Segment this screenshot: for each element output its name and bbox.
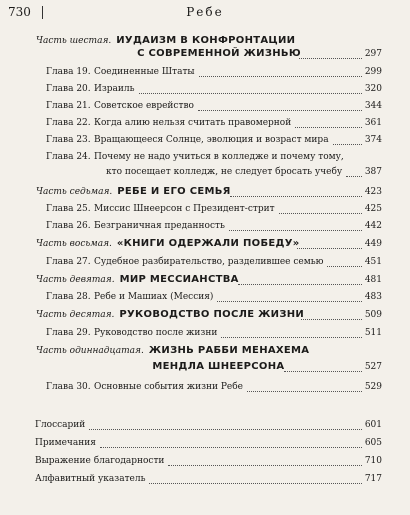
page-header [0, 3, 410, 23]
part-label: Часть одиннадцатая. [36, 346, 144, 356]
chapter-number: Глава 20. [46, 84, 91, 94]
toc-entry-back [0, 456, 410, 470]
part-title: РУКОВОДСТВО ПОСЛЕ ЖИЗНИ [119, 309, 305, 320]
toc-entry-part [0, 36, 410, 63]
part-title: «КНИГИ ОДЕРЖАЛИ ПОБЕДУ» [116, 238, 300, 249]
chapter-number: Глава 24. [46, 152, 91, 162]
page-reference: 605 [364, 438, 382, 448]
part-title-line2: МЕНДЛА ШНЕЕРСОНА [152, 361, 285, 372]
page-reference: 511 [364, 328, 382, 338]
toc-entry-part [0, 346, 410, 376]
dot-leader [279, 213, 362, 214]
chapter-title: Когда алию нельзя считать правомерной [94, 118, 292, 128]
dot-leader [199, 76, 362, 77]
page-reference: 299 [364, 67, 382, 77]
part-label: Часть девятая. [36, 275, 115, 285]
page-reference: 344 [364, 101, 382, 111]
page-reference: 710 [364, 456, 382, 466]
page-reference: 483 [364, 292, 382, 302]
toc-entry-chapter [0, 204, 410, 218]
page-reference: 320 [364, 84, 382, 94]
chapter-title: Соединенные Штаты [94, 67, 195, 77]
toc-entry-part [0, 310, 410, 324]
part-label: Часть шестая. [36, 36, 112, 46]
chapter-title: Руководство после жизни [94, 328, 218, 338]
back-matter-title: Примечания [35, 438, 96, 448]
dot-leader [198, 110, 362, 111]
dot-leader [217, 301, 361, 302]
toc-entry-chapter [0, 221, 410, 235]
toc-entry-chapter [0, 292, 410, 306]
page-reference: 374 [364, 135, 382, 145]
dot-leader [295, 127, 362, 128]
dot-leader [149, 483, 361, 484]
page-reference: 442 [364, 221, 382, 231]
chapter-number: Глава 23. [46, 135, 91, 145]
chapter-title: Почему не надо учиться в колледже и почему тому, [94, 152, 344, 162]
part-label: Часть седьмая. [36, 187, 113, 197]
back-matter-title: Выражение благодарности [35, 456, 165, 466]
dot-leader [247, 391, 362, 392]
running-title: Ребе [186, 5, 224, 19]
part-label: Часть восьмая. [36, 239, 112, 249]
part-title: ЖИЗНЬ РАББИ МЕНАХЕМА [148, 345, 310, 356]
toc-entry-chapter [0, 382, 410, 396]
part-label: Часть десятая. [36, 310, 115, 320]
toc-entry-back [0, 474, 410, 488]
page-reference: 601 [364, 420, 382, 430]
part-title: ИУДАИЗМ В КОНФРОНТАЦИИ [116, 35, 296, 46]
toc-entry-chapter [0, 118, 410, 132]
back-matter-title: Глоссарий [35, 420, 86, 430]
dot-leader [301, 319, 362, 320]
toc-entry-back [0, 438, 410, 452]
toc-entry-chapter [0, 328, 410, 342]
part-title: РЕБЕ И ЕГО СЕМЬЯ [117, 186, 231, 197]
toc-entry-chapter [0, 257, 410, 271]
dot-leader [89, 429, 362, 430]
dot-leader [229, 230, 362, 231]
dot-leader [100, 447, 362, 448]
dot-leader [284, 371, 362, 372]
page-reference: 361 [364, 118, 382, 128]
chapter-title: Безграничная преданность [94, 221, 225, 231]
chapter-title: Израиль [94, 84, 135, 94]
page-number: 730 [8, 5, 31, 19]
chapter-title: Советское еврейство [94, 101, 194, 111]
chapter-number: Глава 28. [46, 292, 91, 302]
toc-entry-chapter [0, 67, 410, 81]
page-reference: 509 [364, 310, 382, 320]
page-reference: 297 [364, 49, 382, 59]
back-matter-title: Алфавитный указатель [35, 474, 146, 484]
dot-leader [139, 93, 362, 94]
toc-entry-chapter [0, 135, 410, 149]
chapter-title: Миссис Шнеерсон с Президент-стрит [94, 204, 275, 214]
dot-leader [297, 248, 362, 249]
chapter-number: Глава 25. [46, 204, 91, 214]
toc-entry-back [0, 420, 410, 434]
page-reference: 527 [364, 362, 382, 372]
chapter-number: Глава 27. [46, 257, 91, 267]
toc-entry-part [0, 275, 410, 289]
page-reference: 451 [364, 257, 382, 267]
toc-entry-chapter [0, 84, 410, 98]
toc-entry-chapter [0, 152, 410, 181]
toc-entry-part [0, 239, 410, 253]
page-reference: 481 [364, 275, 382, 285]
toc-entry-part [0, 187, 410, 201]
page-reference: 423 [364, 187, 382, 197]
dot-leader [333, 144, 362, 145]
dot-leader [168, 465, 361, 466]
chapter-number: Глава 26. [46, 221, 91, 231]
part-title-line2: С СОВРЕМЕННОЙ ЖИЗНЬЮ [137, 48, 301, 59]
chapter-title-line2: кто посещает колледж, не следует бросать учебу [106, 167, 343, 177]
chapter-number: Глава 19. [46, 67, 91, 77]
toc-entry-chapter [0, 101, 410, 115]
page-reference: 449 [364, 239, 382, 249]
page-reference: 425 [364, 204, 382, 214]
chapter-number: Глава 22. [46, 118, 91, 128]
chapter-title: Вращающееся Солнце, эволюция и возраст мира [94, 135, 329, 145]
chapter-title: Судебное разбирательство, разделившее семью [94, 257, 324, 267]
chapter-title: Ребе и Машиах (Мессия) [94, 292, 214, 302]
page-reference: 529 [364, 382, 382, 392]
page-reference: 717 [364, 474, 382, 484]
chapter-number: Глава 29. [46, 328, 91, 338]
chapter-number: Глава 30. [46, 382, 91, 392]
part-title: МИР МЕССИАНСТВА [119, 274, 239, 285]
page-reference: 387 [364, 167, 382, 177]
dot-leader [221, 337, 361, 338]
dot-leader [346, 176, 362, 177]
dot-leader [327, 266, 361, 267]
chapter-title: Основные события жизни Ребе [94, 382, 243, 392]
dot-leader [238, 284, 362, 285]
chapter-number: Глава 21. [46, 101, 91, 111]
dot-leader [230, 196, 362, 197]
dot-leader [299, 58, 362, 59]
